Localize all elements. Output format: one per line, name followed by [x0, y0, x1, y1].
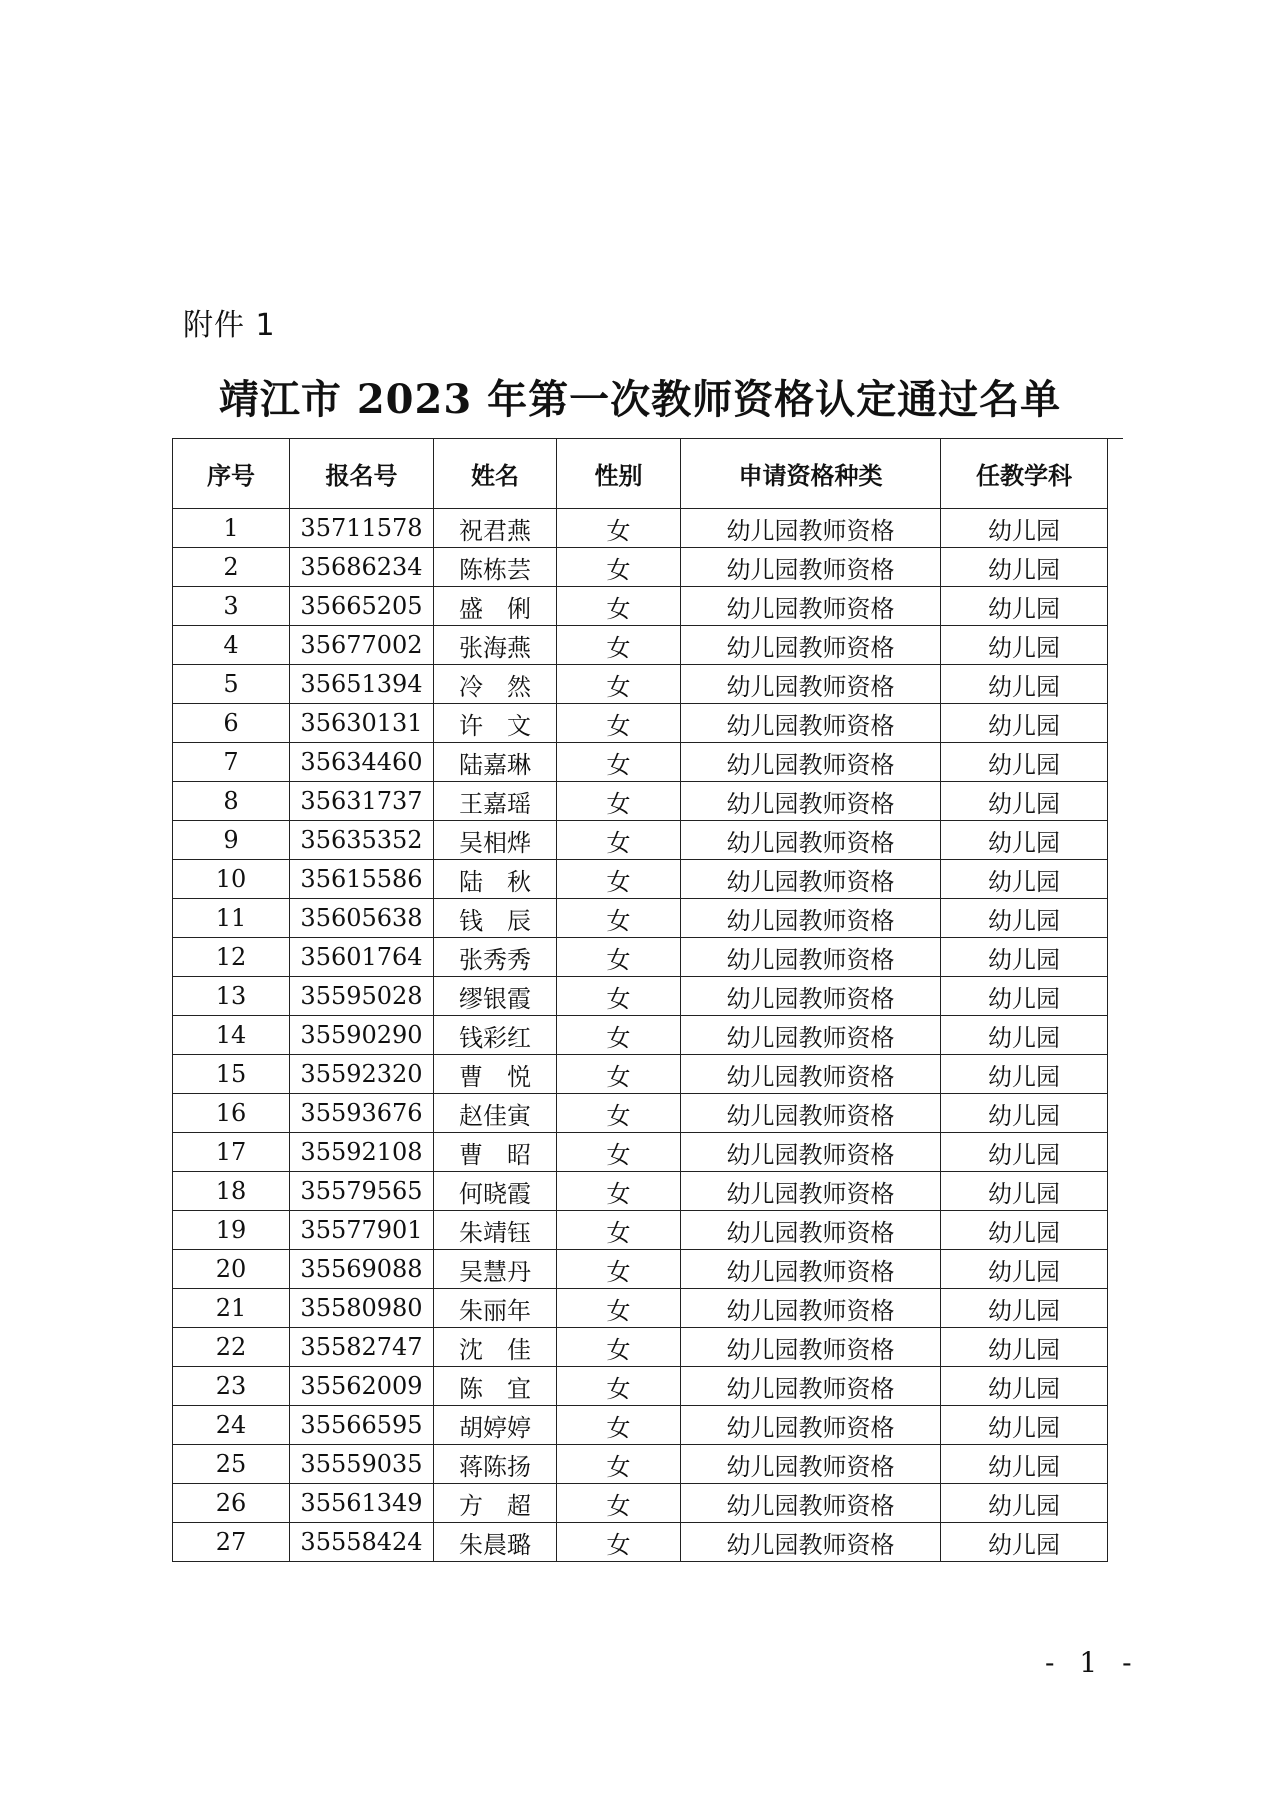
cell-serial: 20	[173, 1250, 290, 1289]
cell-gender: 女	[557, 1328, 681, 1367]
cell-subject: 幼儿园	[941, 1094, 1108, 1133]
cell-serial: 19	[173, 1211, 290, 1250]
table-row	[173, 1094, 1108, 1133]
cell-registration-no: 35711578	[290, 509, 434, 548]
cell-qualification-type: 幼儿园教师资格	[681, 782, 941, 821]
cell-qualification-type: 幼儿园教师资格	[681, 1367, 941, 1406]
cell-serial: 13	[173, 977, 290, 1016]
cell-serial: 7	[173, 743, 290, 782]
cell-registration-no: 35592108	[290, 1133, 434, 1172]
cell-registration-no: 35558424	[290, 1523, 434, 1562]
table-row	[173, 1367, 1108, 1406]
cell-qualification-type: 幼儿园教师资格	[681, 1328, 941, 1367]
cell-gender: 女	[557, 860, 681, 899]
cell-registration-no: 35590290	[290, 1016, 434, 1055]
cell-serial: 27	[173, 1523, 290, 1562]
cell-gender: 女	[557, 743, 681, 782]
cell-qualification-type: 幼儿园教师资格	[681, 977, 941, 1016]
cell-name: 陈 宜	[434, 1367, 557, 1406]
cell-gender: 女	[557, 1055, 681, 1094]
cell-registration-no: 35630131	[290, 704, 434, 743]
table-row	[173, 1445, 1108, 1484]
cell-name: 沈 佳	[434, 1328, 557, 1367]
cell-qualification-type: 幼儿园教师资格	[681, 1289, 941, 1328]
cell-subject: 幼儿园	[941, 1133, 1108, 1172]
cell-subject: 幼儿园	[941, 626, 1108, 665]
cell-registration-no: 35605638	[290, 899, 434, 938]
table-row	[173, 1250, 1108, 1289]
cell-gender: 女	[557, 899, 681, 938]
cell-serial: 10	[173, 860, 290, 899]
cell-gender: 女	[557, 1367, 681, 1406]
cell-subject: 幼儿园	[941, 704, 1108, 743]
cell-registration-no: 35592320	[290, 1055, 434, 1094]
cell-subject: 幼儿园	[941, 1328, 1108, 1367]
cell-serial: 14	[173, 1016, 290, 1055]
cell-qualification-type: 幼儿园教师资格	[681, 1094, 941, 1133]
table-row	[173, 587, 1108, 626]
header-name: 姓名	[434, 439, 557, 509]
cell-registration-no: 35634460	[290, 743, 434, 782]
table-row	[173, 1055, 1108, 1094]
cell-qualification-type: 幼儿园教师资格	[681, 704, 941, 743]
table-row	[173, 704, 1108, 743]
cell-gender: 女	[557, 938, 681, 977]
cell-serial: 4	[173, 626, 290, 665]
cell-name: 朱靖钰	[434, 1211, 557, 1250]
header-gender: 性别	[557, 439, 681, 509]
cell-serial: 3	[173, 587, 290, 626]
cell-qualification-type: 幼儿园教师资格	[681, 899, 941, 938]
table-row	[173, 743, 1108, 782]
cell-name: 钱 辰	[434, 899, 557, 938]
cell-registration-no: 35593676	[290, 1094, 434, 1133]
cell-name: 张海燕	[434, 626, 557, 665]
cell-registration-no: 35631737	[290, 782, 434, 821]
cell-serial: 5	[173, 665, 290, 704]
cell-gender: 女	[557, 1094, 681, 1133]
cell-subject: 幼儿园	[941, 1211, 1108, 1250]
page-number: - 1 -	[1045, 1646, 1140, 1679]
cell-subject: 幼儿园	[941, 548, 1108, 587]
cell-name: 钱彩红	[434, 1016, 557, 1055]
cell-serial: 2	[173, 548, 290, 587]
table-row	[173, 509, 1108, 548]
cell-gender: 女	[557, 1289, 681, 1328]
cell-gender: 女	[557, 1016, 681, 1055]
cell-registration-no: 35635352	[290, 821, 434, 860]
cell-subject: 幼儿园	[941, 1016, 1108, 1055]
cell-name: 陆嘉琳	[434, 743, 557, 782]
cell-qualification-type: 幼儿园教师资格	[681, 938, 941, 977]
cell-subject: 幼儿园	[941, 1523, 1108, 1562]
cell-serial: 16	[173, 1094, 290, 1133]
cell-gender: 女	[557, 1133, 681, 1172]
cell-qualification-type: 幼儿园教师资格	[681, 1055, 941, 1094]
cell-serial: 8	[173, 782, 290, 821]
cell-registration-no: 35561349	[290, 1484, 434, 1523]
cell-serial: 17	[173, 1133, 290, 1172]
table-row	[173, 938, 1108, 977]
cell-gender: 女	[557, 821, 681, 860]
table-row	[173, 977, 1108, 1016]
cell-qualification-type: 幼儿园教师资格	[681, 1445, 941, 1484]
cell-name: 蒋陈扬	[434, 1445, 557, 1484]
cell-gender: 女	[557, 1406, 681, 1445]
cell-name: 方 超	[434, 1484, 557, 1523]
cell-qualification-type: 幼儿园教师资格	[681, 1211, 941, 1250]
cell-name: 祝君燕	[434, 509, 557, 548]
cell-serial: 6	[173, 704, 290, 743]
header-serial: 序号	[173, 439, 290, 509]
cell-registration-no: 35665205	[290, 587, 434, 626]
cell-registration-no: 35615586	[290, 860, 434, 899]
cell-qualification-type: 幼儿园教师资格	[681, 587, 941, 626]
cell-subject: 幼儿园	[941, 1445, 1108, 1484]
table-row	[173, 548, 1108, 587]
cell-gender: 女	[557, 1211, 681, 1250]
cell-qualification-type: 幼儿园教师资格	[681, 1523, 941, 1562]
cell-gender: 女	[557, 1445, 681, 1484]
cell-serial: 23	[173, 1367, 290, 1406]
cell-serial: 1	[173, 509, 290, 548]
table-row	[173, 1289, 1108, 1328]
table-row	[173, 1133, 1108, 1172]
cell-name: 盛 俐	[434, 587, 557, 626]
cell-name: 胡婷婷	[434, 1406, 557, 1445]
cell-registration-no: 35686234	[290, 548, 434, 587]
cell-subject: 幼儿园	[941, 587, 1108, 626]
cell-serial: 21	[173, 1289, 290, 1328]
cell-subject: 幼儿园	[941, 899, 1108, 938]
table-row	[173, 1406, 1108, 1445]
cell-name: 陆 秋	[434, 860, 557, 899]
cell-serial: 12	[173, 938, 290, 977]
table-row	[173, 1016, 1108, 1055]
cell-subject: 幼儿园	[941, 1055, 1108, 1094]
cell-subject: 幼儿园	[941, 938, 1108, 977]
cell-gender: 女	[557, 587, 681, 626]
cell-gender: 女	[557, 548, 681, 587]
cell-qualification-type: 幼儿园教师资格	[681, 743, 941, 782]
cell-serial: 18	[173, 1172, 290, 1211]
cell-gender: 女	[557, 665, 681, 704]
cell-gender: 女	[557, 1523, 681, 1562]
cell-serial: 22	[173, 1328, 290, 1367]
cell-name: 曹 悦	[434, 1055, 557, 1094]
cell-registration-no: 35582747	[290, 1328, 434, 1367]
cell-subject: 幼儿园	[941, 860, 1108, 899]
cell-subject: 幼儿园	[941, 509, 1108, 548]
cell-subject: 幼儿园	[941, 1484, 1108, 1523]
table-row	[173, 665, 1108, 704]
table-row	[173, 1484, 1108, 1523]
attachment-label: 附件 1	[183, 308, 276, 343]
cell-gender: 女	[557, 1484, 681, 1523]
cell-subject: 幼儿园	[941, 782, 1108, 821]
cell-gender: 女	[557, 704, 681, 743]
cell-name: 王嘉瑶	[434, 782, 557, 821]
table-row	[173, 899, 1108, 938]
cell-name: 许 文	[434, 704, 557, 743]
cell-registration-no: 35569088	[290, 1250, 434, 1289]
cell-serial: 26	[173, 1484, 290, 1523]
cell-gender: 女	[557, 1172, 681, 1211]
roster-table	[172, 438, 1108, 1562]
cell-name: 冷 然	[434, 665, 557, 704]
cell-serial: 9	[173, 821, 290, 860]
cell-serial: 25	[173, 1445, 290, 1484]
cell-registration-no: 35566595	[290, 1406, 434, 1445]
cell-serial: 11	[173, 899, 290, 938]
table-row	[173, 1328, 1108, 1367]
cell-name: 曹 昭	[434, 1133, 557, 1172]
header-qualification-type: 申请资格种类	[681, 439, 941, 509]
cell-registration-no: 35595028	[290, 977, 434, 1016]
table-row	[173, 1172, 1108, 1211]
cell-gender: 女	[557, 977, 681, 1016]
cell-gender: 女	[557, 626, 681, 665]
cell-qualification-type: 幼儿园教师资格	[681, 1016, 941, 1055]
cell-name: 缪银霞	[434, 977, 557, 1016]
cell-subject: 幼儿园	[941, 743, 1108, 782]
cell-registration-no: 35579565	[290, 1172, 434, 1211]
cell-gender: 女	[557, 1250, 681, 1289]
table-header-row	[173, 439, 1108, 509]
cell-name: 赵佳寅	[434, 1094, 557, 1133]
cell-subject: 幼儿园	[941, 665, 1108, 704]
cell-subject: 幼儿园	[941, 1367, 1108, 1406]
cell-qualification-type: 幼儿园教师资格	[681, 665, 941, 704]
document-title: 靖江市 2023 年第一次教师资格认定通过名单	[218, 376, 1062, 423]
cell-name: 何晓霞	[434, 1172, 557, 1211]
cell-name: 朱丽年	[434, 1289, 557, 1328]
cell-registration-no: 35580980	[290, 1289, 434, 1328]
cell-qualification-type: 幼儿园教师资格	[681, 548, 941, 587]
cell-serial: 15	[173, 1055, 290, 1094]
header-registration-no: 报名号	[290, 439, 434, 509]
cell-qualification-type: 幼儿园教师资格	[681, 1133, 941, 1172]
cell-subject: 幼儿园	[941, 1172, 1108, 1211]
table-row	[173, 782, 1108, 821]
cell-registration-no: 35559035	[290, 1445, 434, 1484]
cell-qualification-type: 幼儿园教师资格	[681, 509, 941, 548]
table-row	[173, 821, 1108, 860]
cell-registration-no: 35601764	[290, 938, 434, 977]
cell-registration-no: 35562009	[290, 1367, 434, 1406]
table-header-overhang	[1107, 438, 1123, 439]
cell-qualification-type: 幼儿园教师资格	[681, 626, 941, 665]
cell-subject: 幼儿园	[941, 977, 1108, 1016]
cell-qualification-type: 幼儿园教师资格	[681, 860, 941, 899]
cell-name: 朱晨璐	[434, 1523, 557, 1562]
table-row	[173, 860, 1108, 899]
cell-qualification-type: 幼儿园教师资格	[681, 1172, 941, 1211]
cell-subject: 幼儿园	[941, 1406, 1108, 1445]
cell-name: 吴相烨	[434, 821, 557, 860]
cell-name: 陈栋芸	[434, 548, 557, 587]
cell-registration-no: 35677002	[290, 626, 434, 665]
cell-qualification-type: 幼儿园教师资格	[681, 1406, 941, 1445]
cell-qualification-type: 幼儿园教师资格	[681, 1484, 941, 1523]
cell-name: 吴慧丹	[434, 1250, 557, 1289]
table-row	[173, 1523, 1108, 1562]
cell-gender: 女	[557, 782, 681, 821]
cell-subject: 幼儿园	[941, 1250, 1108, 1289]
cell-qualification-type: 幼儿园教师资格	[681, 1250, 941, 1289]
table-row	[173, 626, 1108, 665]
cell-gender: 女	[557, 509, 681, 548]
cell-subject: 幼儿园	[941, 821, 1108, 860]
table-row	[173, 1211, 1108, 1250]
table-body	[173, 509, 1108, 1562]
cell-serial: 24	[173, 1406, 290, 1445]
cell-registration-no: 35577901	[290, 1211, 434, 1250]
cell-subject: 幼儿园	[941, 1289, 1108, 1328]
cell-name: 张秀秀	[434, 938, 557, 977]
header-subject: 任教学科	[941, 439, 1108, 509]
cell-registration-no: 35651394	[290, 665, 434, 704]
cell-qualification-type: 幼儿园教师资格	[681, 821, 941, 860]
